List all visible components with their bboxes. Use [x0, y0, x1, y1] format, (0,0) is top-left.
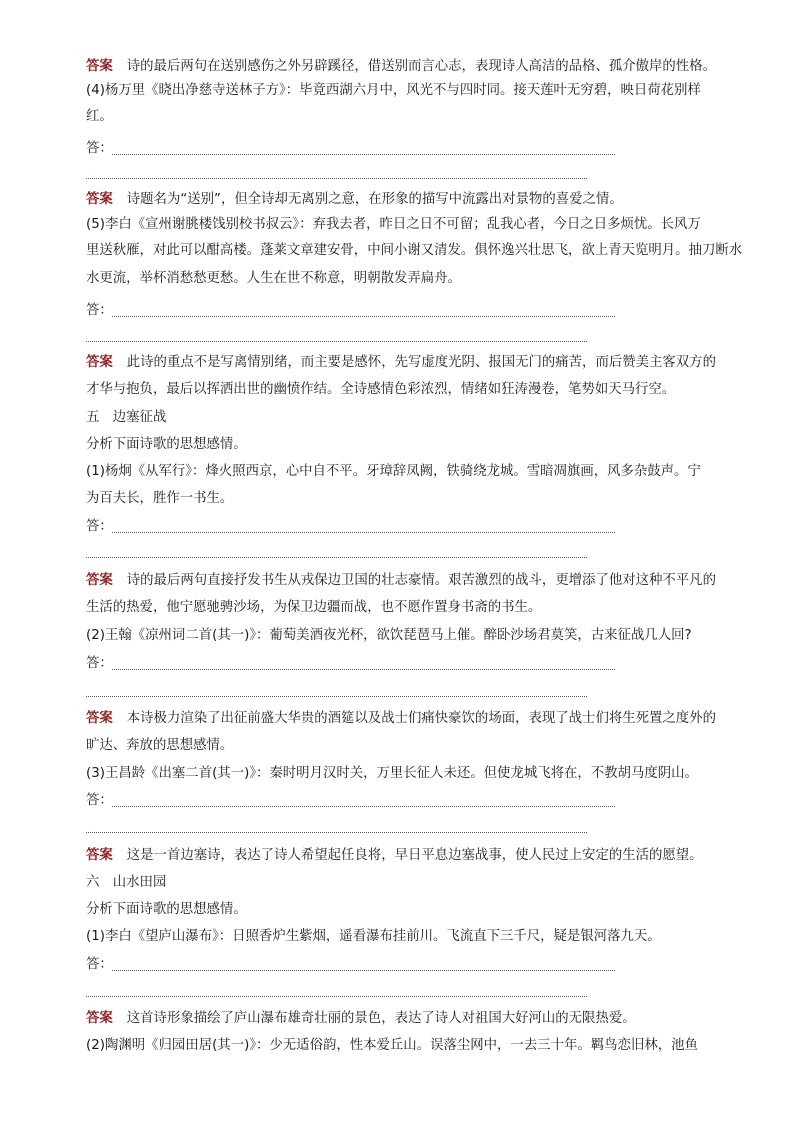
- answer-line: [86, 189, 746, 211]
- question-1-line-2: 为百夫长，胜作一书生。: [86, 491, 234, 506]
- answer-blank-line[interactable]: [112, 316, 615, 317]
- answer-line: [86, 570, 746, 592]
- answer-blank-label: 答：: [86, 957, 113, 972]
- answer-label: 答案: [86, 59, 113, 74]
- answer-blank-label: 答：: [86, 656, 113, 671]
- answer-blank-line[interactable]: [86, 341, 587, 342]
- answer-blank-label: 答：: [86, 141, 113, 156]
- answer-blank-line[interactable]: [112, 532, 615, 533]
- question-2-line-1: (2)陶渊明《归园田居(其一)》：少无适俗韵，性本爱丘山。误落尘网中，一去三十年。羁鸟恋旧林，池鱼: [86, 1038, 698, 1053]
- answer-line: [86, 352, 746, 374]
- section-instruction: 分析下面诗歌的思想感情。: [86, 437, 247, 452]
- question-5-line-3: 水更流，举杯消愁愁更愁。人生在世不称意，明朝散发弄扁舟。: [86, 271, 461, 286]
- answer-text: 本诗极力渲染了出征前盛大华贵的酒筵以及战士们痛快豪饮的场面，表现了战士们将生死置之度外的: [126, 711, 716, 726]
- question-5-line-2: 里送秋雁，对此可以酣高楼。蓬莱文章建安骨，中间小谢又清发。俱怀逸兴壮思飞，欲上青天览明月。抽刀断水: [86, 243, 743, 258]
- section-instruction: 分析下面诗歌的思想感情。: [86, 902, 247, 917]
- answer-blank-label: 答：: [86, 519, 113, 534]
- answer-label: 答案: [86, 711, 113, 726]
- answer-label: 答案: [86, 573, 113, 588]
- answer-blank-line[interactable]: [86, 557, 587, 558]
- answer-blank-label: 答：: [86, 793, 113, 808]
- answer-blank-line[interactable]: [86, 178, 587, 179]
- answer-blank-line[interactable]: [86, 832, 587, 833]
- answer-label: 答案: [86, 192, 113, 207]
- answer-blank-line[interactable]: [112, 669, 615, 670]
- question-4-line-1: (4)杨万里《晓出净慈寺送林子方》：毕竟西湖六月中，风光不与四时同。接天莲叶无穷碧，映日荷花别样: [86, 83, 701, 98]
- answer-blank-line[interactable]: [112, 154, 615, 155]
- answer-line: [86, 56, 746, 78]
- answer-blank-line[interactable]: [112, 806, 615, 807]
- answer-text: 诗题名为“送别”，但全诗却无离别之意，在形象的描写中流露出对景物的喜爱之情。: [126, 192, 623, 207]
- answer-blank-line[interactable]: [86, 696, 587, 697]
- answer-text: 这是一首边塞诗，表达了诗人希望起任良将，早日平息边塞战事，使人民过上安定的生活的愿望。: [126, 848, 703, 863]
- answer-blank-label: 答：: [86, 303, 113, 318]
- answer-line: [86, 1008, 746, 1030]
- question-2: (2)王翰《凉州词二首(其一)》：葡萄美酒夜光杯，欲饮琵琶马上催。醉卧沙场君莫笑，古来征战几人回?: [86, 628, 692, 643]
- answer-blank-line[interactable]: [86, 996, 587, 997]
- answer-line-2: 旷达、奔放的思想感情。: [86, 738, 234, 753]
- answer-blank-line[interactable]: [112, 970, 615, 971]
- question-3: (3)王昌龄《出塞二首(其一)》：秦时明月汉时关，万里长征人未还。但使龙城飞将在，不教胡马度阴山。: [86, 766, 698, 781]
- answer-label: 答案: [86, 1011, 113, 1026]
- section-heading: 六 山水田园: [86, 875, 167, 890]
- question-4-line-2: 红。: [86, 109, 113, 124]
- question-5-line-1: (5)李白《宣州谢朓楼饯别校书叔云》：弃我去者，昨日之日不可留；乱我心者，今日之日多烦忧。长风万: [86, 217, 701, 232]
- answer-line-2: 才华与抱负，最后以挥洒出世的幽愤作结。全诗感情色彩浓烈，情绪如狂涛漫卷，笔势如天马行空。: [86, 382, 676, 397]
- section-heading: 五 边塞征战: [86, 410, 167, 425]
- answer-line: [86, 845, 746, 867]
- answer-text: 诗的最后两句直接抒发书生从戎保边卫国的壮志豪情。艰苦激烈的战斗，更增添了他对这种不平凡的: [126, 573, 716, 588]
- answer-text: 此诗的重点不是写离情别绪，而主要是感怀，先写虚度光阴、报国无门的痛苦，而后赞美主客双方的: [126, 355, 716, 370]
- answer-label: 答案: [86, 355, 113, 370]
- answer-text: 诗的最后两句在送别感伤之外另辟蹊径，借送别而言心志，表现诗人高洁的品格、孤介傲岸的性格。: [126, 59, 716, 74]
- answer-label: 答案: [86, 848, 113, 863]
- answer-line-2: 生活的热爱，他宁愿驰骋沙场，为保卫边疆而战，也不愿作置身书斋的书生。: [86, 600, 542, 615]
- question-1-line-1: (1)杨炯《从军行》：烽火照西京，心中自不平。牙璋辞凤阙，铁骑绕龙城。雪暗凋旗画，风多杂鼓声。宁: [86, 464, 701, 479]
- answer-text: 这首诗形象描绘了庐山瀑布雄奇壮丽的景色，表达了诗人对祖国大好河山的无限热爱。: [126, 1011, 636, 1026]
- question-1: (1)李白《望庐山瀑布》：日照香炉生紫烟，遥看瀑布挂前川。飞流直下三千尺，疑是银河落九天。: [86, 929, 661, 944]
- answer-line: [86, 708, 746, 730]
